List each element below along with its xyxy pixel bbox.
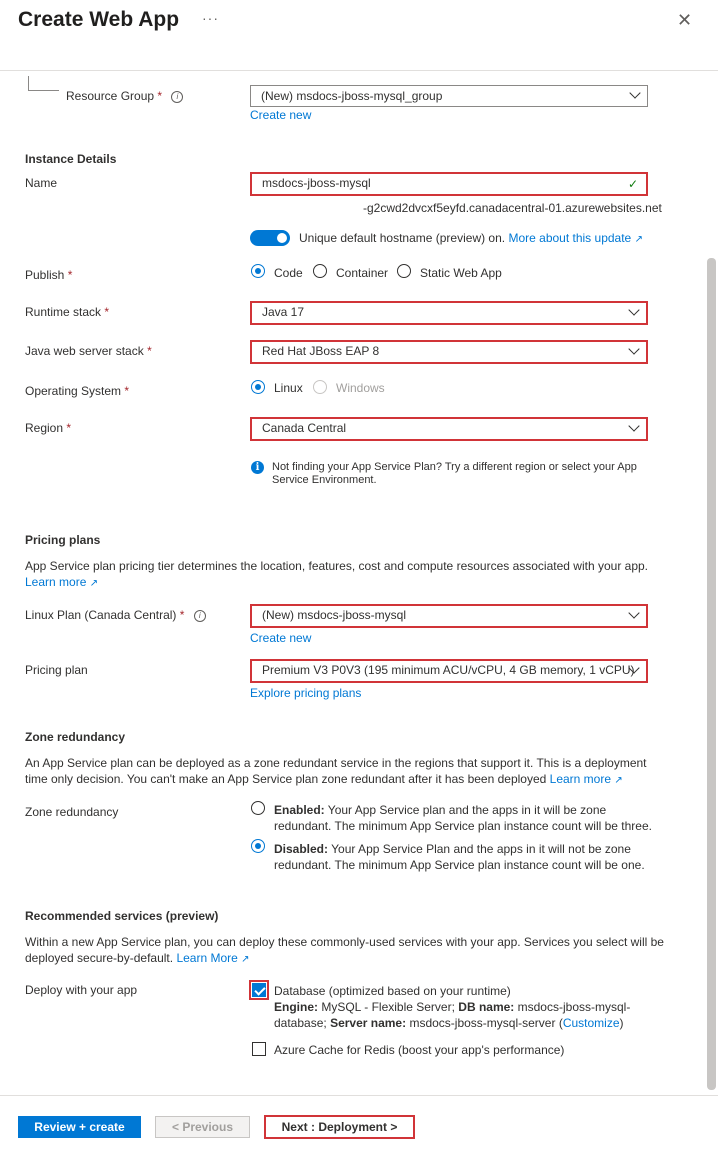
database-label: Database (optimized based on your runtime) [274, 984, 511, 998]
required-marker: * [179, 608, 185, 622]
pricing-plan-value: Premium V3 P0V3 (195 minimum ACU/vCPU, 4 GB memory, 1 vCPU) [262, 663, 635, 677]
info-icon[interactable]: i [171, 91, 183, 103]
redis-checkbox[interactable] [252, 1042, 266, 1056]
customize-link[interactable]: Customize [562, 1016, 620, 1030]
publish-container-label[interactable]: Container [336, 266, 389, 280]
required-marker: * [67, 268, 73, 282]
region-info-line1: Not finding your App Service Plan? Try a different region or select your App [272, 461, 637, 473]
publish-label [25, 268, 72, 282]
os-label-text: Operating System [25, 384, 122, 398]
publish-static-label[interactable]: Static Web App [420, 266, 502, 280]
zone-enabled-option[interactable] [274, 802, 652, 834]
zone-disabled-line1: Your App Service Plan and the apps in it will not be zone [331, 842, 631, 856]
toggle-text: Unique default hostname (preview) on. [299, 231, 506, 245]
zone-enabled-radio[interactable] [251, 801, 265, 815]
java-server-label [25, 344, 152, 358]
linux-plan-select[interactable] [250, 604, 648, 628]
toggle-description [299, 231, 643, 245]
resource-group-value: (New) msdocs-jboss-mysql_group [261, 89, 443, 103]
linux-plan-label-text: Linux Plan (Canada Central) [25, 608, 177, 622]
pricing-description: App Service plan pricing tier determines the location, features, cost and compute resources associated with your app. [25, 559, 648, 573]
chevron-down-icon [628, 304, 639, 315]
database-option[interactable]: Database (optimized based on your runtime) Engine: MySQL - Flexible Server; DB name: msdocs-jboss-mysql- database; Server name: msdocs-jboss-mysql-server (Customize) [274, 984, 631, 1030]
chevron-down-icon [629, 87, 640, 98]
resource-group-create-new-link[interactable]: Create new [250, 108, 312, 122]
publish-container-radio[interactable] [313, 264, 327, 278]
next-deployment-button[interactable]: Next : Deployment > [264, 1115, 415, 1139]
pricing-plan-label: Pricing plan [25, 663, 88, 677]
info-icon[interactable]: i [194, 610, 206, 622]
zone-redundancy-label: Zone redundancy [25, 805, 119, 819]
java-server-select[interactable] [250, 340, 648, 364]
zone-learn-more-link[interactable]: Learn more [549, 772, 612, 786]
more-options-icon[interactable]: ··· [202, 10, 219, 26]
linux-plan-create-new-link[interactable]: Create new [250, 631, 312, 645]
scrollbar-thumb[interactable] [707, 258, 716, 1090]
zone-redundancy-heading: Zone redundancy [25, 730, 126, 744]
engine-key: Engine: [274, 1000, 318, 1014]
linux-plan-label [25, 608, 206, 622]
chevron-down-icon [628, 420, 639, 431]
region-label-text: Region [25, 421, 64, 435]
os-windows-label: Windows [336, 381, 385, 395]
publish-label-text: Publish [25, 268, 65, 282]
zone-enabled-line1: Your App Service plan and the apps in it will be zone [327, 803, 607, 817]
zone-enabled-line2: redundant. The minimum App Service plan instance count will be three. [274, 819, 652, 833]
zone-desc-line1: An App Service plan can be deployed as a zone redundant service in the regions that support it. This is a deployment [25, 756, 647, 770]
runtime-stack-label [25, 305, 109, 319]
db-name-key: DB name: [458, 1000, 515, 1014]
pricing-plan-select[interactable] [250, 659, 648, 683]
recommended-desc-line2-text: deployed secure-by-default. [25, 951, 174, 965]
resource-group-label [66, 89, 183, 103]
engine-value: MySQL - Flexible Server; [321, 1000, 455, 1014]
server-name-key: Server name: [330, 1016, 407, 1030]
region-select[interactable] [250, 417, 648, 441]
java-server-label-text: Java web server stack [25, 344, 144, 358]
unique-hostname-toggle[interactable] [250, 230, 290, 246]
zone-disabled-radio[interactable] [251, 839, 265, 853]
recommended-desc-line1: Within a new App Service plan, you can deploy these commonly-used services with your app. Services you select will be [25, 935, 664, 949]
tree-connector [28, 76, 59, 91]
external-link-icon: ↗ [241, 954, 250, 965]
os-windows-radio [313, 380, 327, 394]
previous-button: < Previous [155, 1116, 250, 1138]
page-title: Create Web App [18, 8, 180, 31]
redis-label[interactable]: Azure Cache for Redis (boost your app's performance) [274, 1043, 565, 1057]
explore-pricing-link[interactable]: Explore pricing plans [250, 686, 362, 700]
db-name-value-cont: database; [274, 1016, 327, 1030]
resource-group-label-text: Resource Group [66, 89, 155, 103]
name-input[interactable] [250, 172, 648, 196]
external-link-icon: ↗ [614, 775, 623, 786]
pricing-learn-more[interactable] [25, 575, 98, 589]
review-create-button[interactable]: Review + create [18, 1116, 141, 1138]
more-about-update-link[interactable]: More about this update [508, 231, 632, 245]
publish-static-radio[interactable] [397, 264, 411, 278]
instance-details-heading: Instance Details [25, 152, 117, 166]
runtime-stack-select[interactable] [250, 301, 648, 325]
database-checkbox[interactable] [252, 983, 266, 997]
chevron-down-icon [628, 343, 639, 354]
close-icon[interactable]: ✕ [677, 10, 693, 30]
region-info-line2: Service Environment. [272, 474, 377, 486]
os-linux-radio[interactable] [251, 380, 265, 394]
os-linux-label[interactable]: Linux [274, 381, 303, 395]
publish-code-radio[interactable] [251, 264, 265, 278]
external-link-icon: ↗ [89, 578, 99, 589]
server-name-value: msdocs-jboss-mysql-server [409, 1016, 556, 1030]
checkmark-icon: ✓ [627, 177, 638, 191]
region-label [25, 421, 71, 435]
required-marker: * [157, 89, 163, 103]
required-marker: * [147, 344, 152, 358]
zone-desc-line2-text: time only decision. You can't make an App Service plan zone redundant after it has been deployed [25, 772, 547, 786]
zone-disabled-option[interactable] [274, 841, 645, 873]
chevron-down-icon [628, 607, 639, 618]
footer-divider [0, 1095, 718, 1096]
pricing-plans-heading: Pricing plans [25, 533, 101, 547]
runtime-stack-value: Java 17 [262, 305, 305, 319]
header-divider [0, 70, 718, 71]
hostname-suffix: -g2cwd2dvcxf5eyfd.canadacentral-01.azurewebsites.net [363, 201, 662, 215]
name-label: Name [25, 176, 58, 190]
required-marker: * [124, 384, 130, 398]
os-label [25, 384, 129, 398]
zone-enabled-title: Enabled: [274, 803, 325, 817]
linux-plan-value: (New) msdocs-jboss-mysql [262, 608, 407, 622]
zone-disabled-line2: redundant. The minimum App Service plan instance count will be one. [274, 858, 645, 872]
zone-desc-line2 [25, 772, 623, 786]
recommended-heading: Recommended services (preview) [25, 909, 219, 923]
java-server-value: Red Hat JBoss EAP 8 [262, 344, 380, 358]
db-name-value: msdocs-jboss-mysql- [517, 1000, 631, 1014]
publish-code-label[interactable]: Code [274, 266, 303, 280]
required-marker: * [66, 421, 72, 435]
deploy-with-app-label: Deploy with your app [25, 983, 138, 997]
runtime-stack-label-text: Runtime stack [25, 305, 102, 319]
info-circle-icon: i [251, 459, 264, 474]
recommended-learn-more-link[interactable]: Learn More [176, 951, 238, 965]
required-marker: * [104, 305, 110, 319]
name-input-value: msdocs-jboss-mysql [262, 176, 371, 190]
region-value: Canada Central [262, 421, 347, 435]
external-link-icon: ↗ [634, 234, 643, 245]
zone-disabled-title: Disabled: [274, 842, 329, 856]
resource-group-select[interactable] [250, 85, 648, 107]
pricing-learn-more-link[interactable]: Learn more [25, 575, 87, 589]
recommended-desc-line2 [25, 951, 250, 965]
